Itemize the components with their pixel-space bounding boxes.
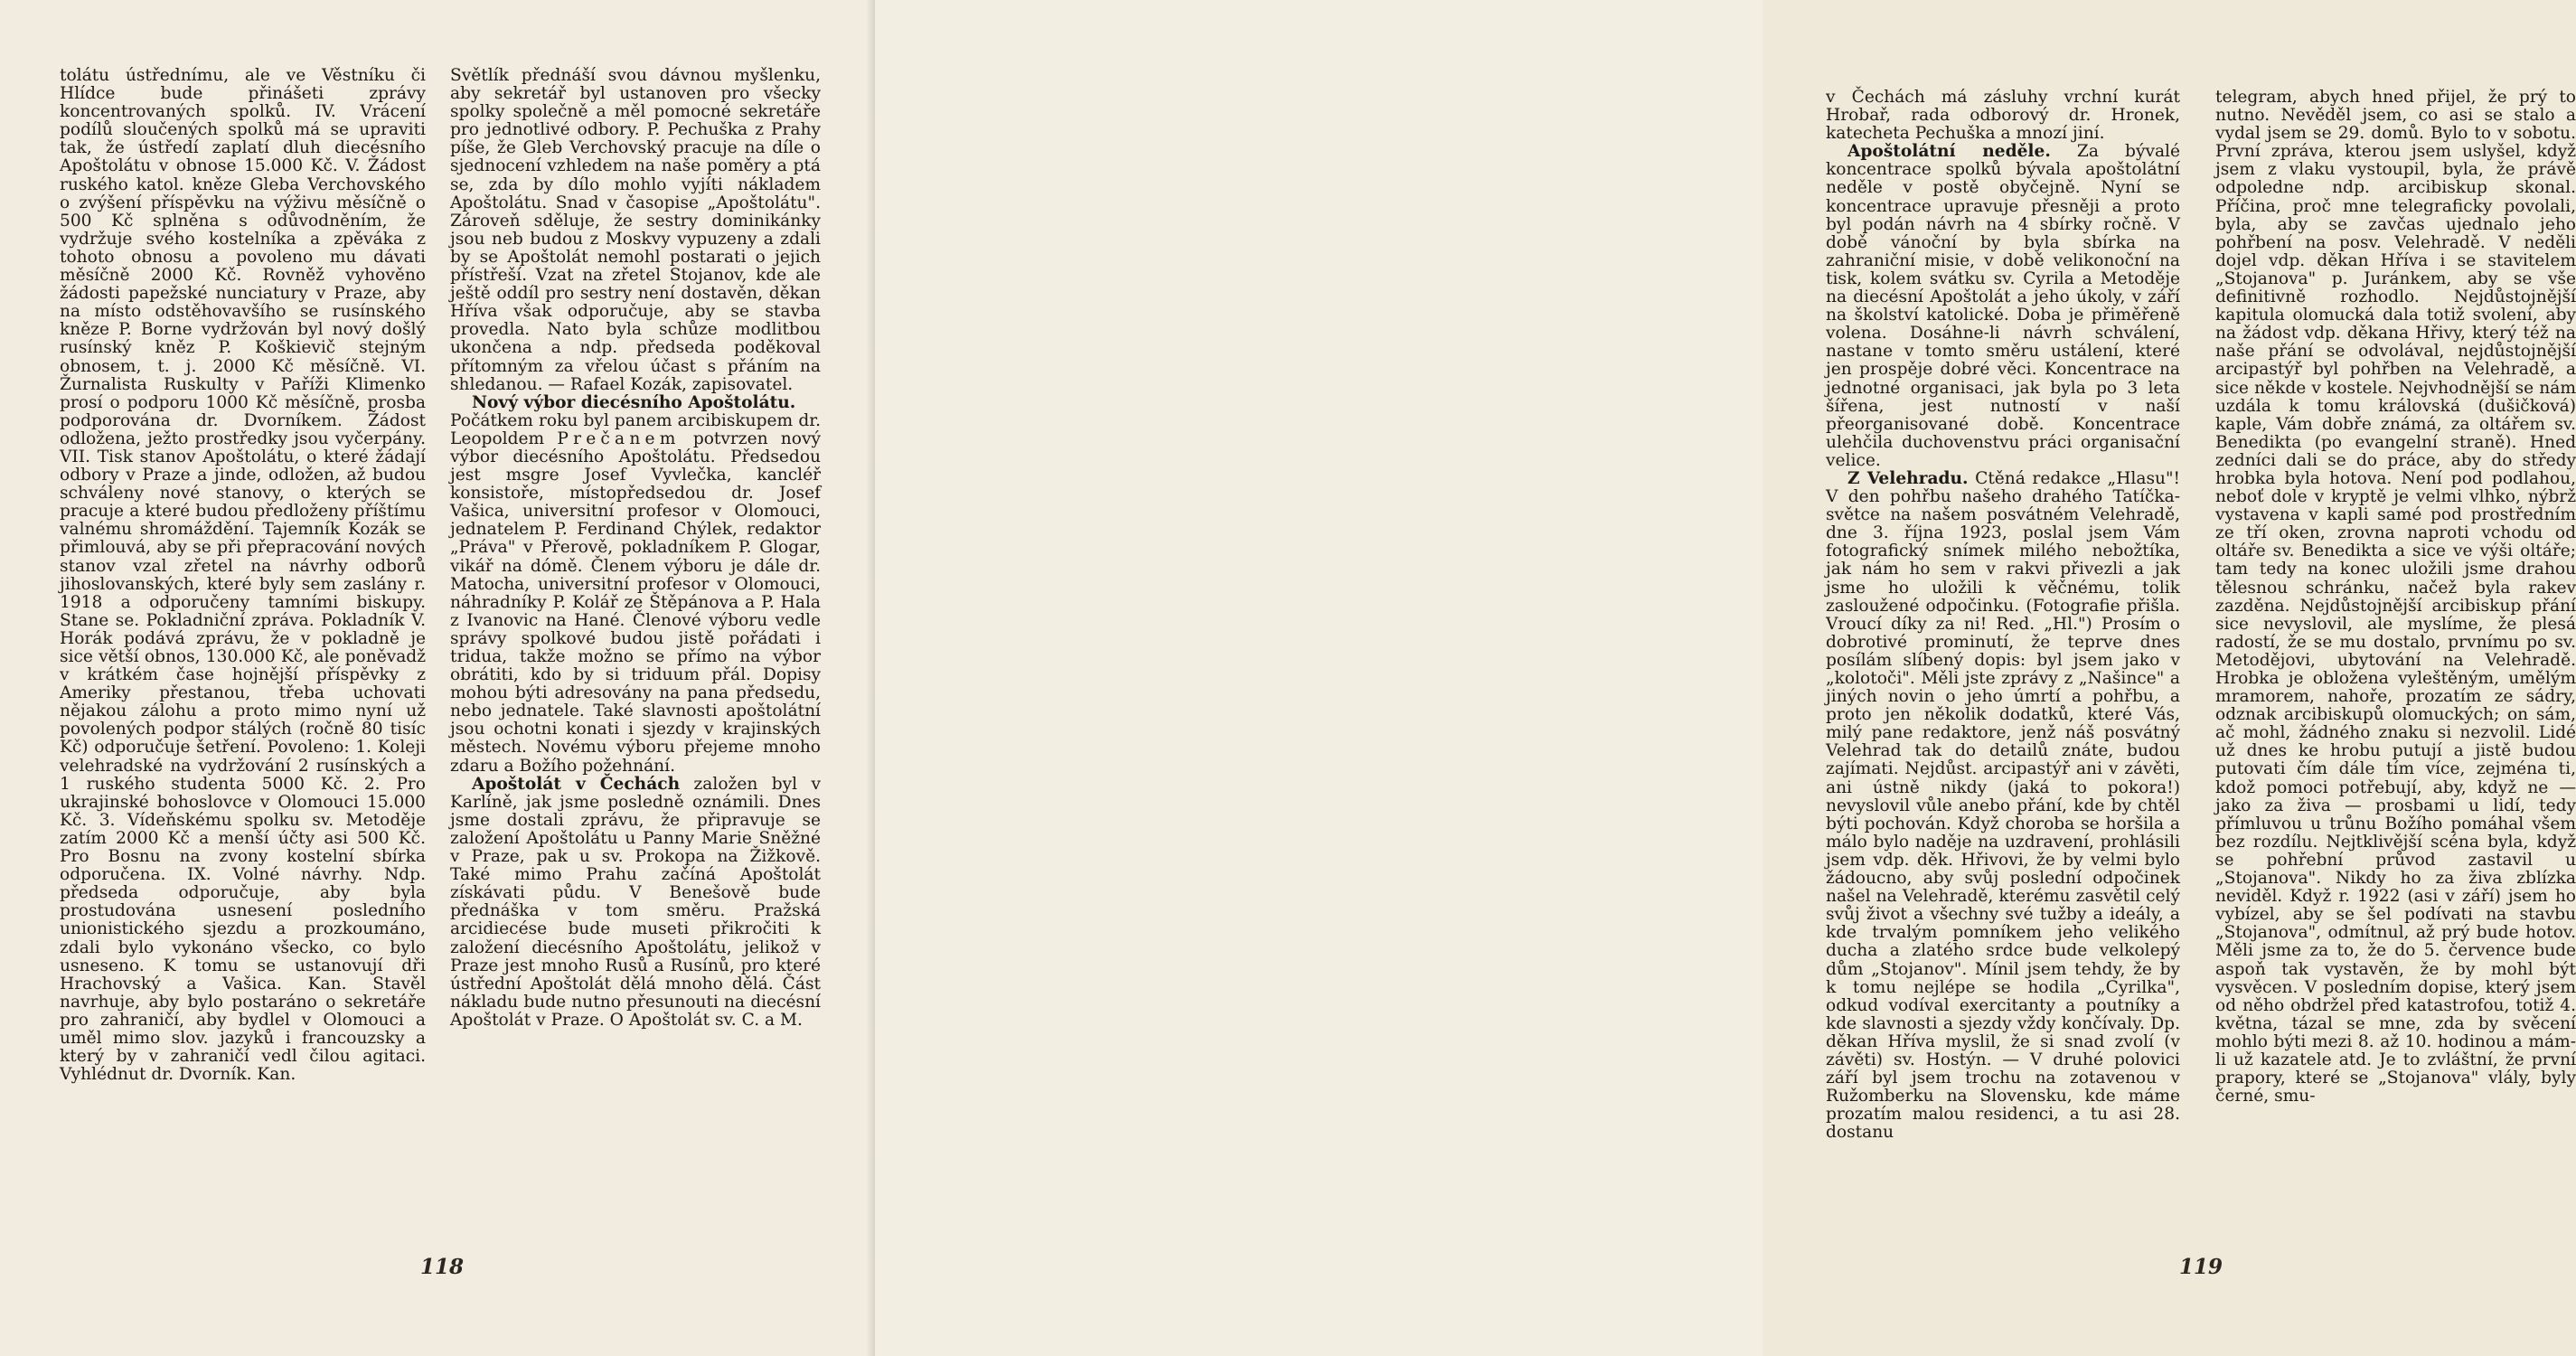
paragraph-part: Ctěná redakce „Hlasu"! V den pohřbu našeho drahého Tatíčka-světce na našem posvátném Velehradě, dne 3. října 1923, poslal jsem Vám fotografický snímek milého nebožtíka, jak nám ho sem v rakvi přivezli a jak jsme ho uložili k věčnému, tolik zasloužené odpočinku. (Fotografie přišla. Vroucí díky za ni! Red. „Hl.") Prosím o dobrotivé prominutí, že teprve dnes posílám slíbený dopis: byl jsem jako v „kolotoči". Měli jste zprávy z „Našince" a jiných novin o jeho úmrtí a pohřbu, a proto jen několik dodatků, které Vás, milý pane redaktore, jenž náš posvátný Velehrad tak do detailů znáte, budou zajímati. Nejdůst. arcipastýř ani v závěti, ani ústně nikdy (jaká to pokora!) nevyslovil vůle anebo přání, kde by chtěl býti pochován. Když choroba se horšila a málo bylo naděje na uzdravení, prohlásili jsem vdp. děk. Hřivovi, že by velmi bylo žádoucno, aby svůj poslední odpočinek našel na Velehradě, kterému zasvětil celý svůj život a všechny své tužby a ideály, a kde trvalým pomníkem jeho velikého ducha a zlatého srdce bude velkolepý dům „Stojanov". Mínil jsem tehdy, že by k tomu nejlépe se hodila „Cyrilka", odkud vodíval exercitanty a poutníky a kde slavnosti a sjezdy vždy končívaly. Dp. děkan Hříva myslil, že si snad zvolí (v závěti) sv. Hostýn. — V druhé polovici září byl jsem trochu na zotavenou v Ružomberku na Slovensku, kde máme prozatím malou residenci, a tu asi 28. dostanu: [1826, 468, 2180, 1143]
spaced-name: Prečanem: [557, 428, 681, 448]
section-apoštolát-v-čechách: [450, 776, 821, 1030]
left-page: [0, 0, 875, 1356]
page-number: 119: [2179, 1255, 2223, 1279]
right-page: [875, 0, 2576, 1356]
section-z-velehradu: [1826, 470, 2180, 1142]
page-number: 118: [420, 1255, 465, 1279]
section-apoštolátní-neděle: [1826, 143, 2180, 470]
section-heading: Apoštolát v Čechách: [472, 774, 681, 794]
left-column-2: [450, 67, 821, 1197]
paragraph: v Čechách má zásluhy vrchní kurát Hrobař, rada odborový dr. Hronek, katecheta Pechuška a mnozí jiní.: [1826, 88, 2180, 144]
paragraph-part: založen byl v Karlíně, jak jsme posledně oznámili. Dnes jsme dostali zprávu, že připravuje se založení Apoštolátu u Panny Marie Sněžné v Praze, pak u sv. Prokopa na Žižkově. Také mimo Prahu začíná Apoštolát získávati půdu. V Benešově bude přednáška v tom směru. Pražská arcidiecése bude museti přikročiti k založení diecésního Apoštolátu, jelikož v Praze jest mnoho Rusů a Rusínů, pro které ústřední Apoštolát dělá mnoho dělá. Část nákladu bude nutno přesunouti na diecésní Apoštolát v Praze. O Apoštolát sv. C. a M.: [450, 774, 821, 1030]
paragraph: telegram, abych hned přijel, že prý to nutno. Nevěděl jsem, co asi se stalo a vydal jsem se 29. domů. Bylo to v sobotu. První zpráva, kterou jsem uslyšel, když jsem z vlaku vystoupil, byla, že právě odpoledne ndp. arcibiskup skonal. Příčina, proč mne telegraficky povolali, byla, aby se zavčas ujednalo jeho pohřbení na posv. Velehradě. V neděli dojel vdp. děkan Hříva i se stavitelem „Stojanova" p. Juránkem, aby se vše definitivně rozhodlo. Nejdůstojnější kapitula olomucká dala totiž svolení, aby na žádost vdp. děkana Hřivy, který též na naše přání se odvolával, nejdůstojnější arcipastýř byl pohřben na Velehradě, a sice někde v kostele. Nejvhodnější se nám uzdála k tomu královská (dušičková) kaple, Vám dobře známá, za oltářem sv. Benedikta (po evangelní straně). Hned zedníci dali se do práce, aby do středy hrobka byla hotova. Není pod podlahou, neboť dole v kryptě je velmi vlhko, nýbrž vystavena v kapli samé pod prostředním ze tří oken, zrovna naproti vchodu od oltáře sv. Benedikta a sice ve výši oltáře; tam tedy na konec uložili jsme drahou tělesnou schránku, načež byla rakev zazděna. Nejdůstojnější arcibiskup přání sice nevyslovil, ale myslíme, že plesá radostí, že se mu dostalo, prvnímu po sv. Metodějovi, ubytování na Velehradě. Hrobka je obložena vyleštěným, umělým mramorem, nahoře, prozatím ze sádry, odznak arcibiskupů olomuckých; on sám, ač mohl, žádného znaku si nezvolil. Lidé už dnes ke hrobu putují a jistě budou putovati čím dále tím více, zejména ti, kdož pomoci potřebují, aby, když ne — jako za živa — prosbami u lidí, tedy přímluvou u trůnu Božího pomáhal všem bez rozdílu. Nejtklivější scéna byla, když se pohřební průvod zastavil u „Stojanova". Nikdy ho za živa zblízka neviděl. Když r. 1922 (asi v září) jsem ho vybízel, aby se šel podívati na stavbu „Stojanova", odmítnul, až prý bude hotov. Měli jsme za to, že do 5. července bude aspoň tak vystavěn, že by mohl být vysvěcen. V posledním dopise, který jsem od něho obdržel před katastrofou, totiž 4. května, tázal se mne, zda by svěcení mohlo býti mezi 8. až 10. hodinou a mám-li už kazatele atd. Je to zvláštní, že první prapory, které se „Stojanova" vlály, byly černé, smu-: [2215, 88, 2576, 1106]
section-heading: Apoštolátní neděle.: [1847, 142, 2051, 162]
paragraph: tolátu ústřednímu, ale ve Věstníku či Hlídce bude přinášeti zprávy koncentrovaných spolků. IV. Vrácení podílů sloučených spolků má se upraviti tak, že ústředí zaplatí dluh diecésního Apoštolátu v obnose 15.000 Kč. V. Žádost ruského katol. kněze Gleba Verchovského o zvýšení příspěvku na výživu měsíčně o 500 Kč splněna s odůvodněním, že vydržuje svého kostelníka a zpěváka z tohoto obnosu a povoleno mu dávati měsíčně 2000 Kč. Rovněž vyhověno žádosti papežské nunciatury v Praze, aby na místo odstěhovavšího se rusínského kněze P. Borne vydržován byl nový došlý rusínský kněz P. Koškievič stejným obnosem, t. j. 2000 Kč měsíčně. VI. Žurnalista Ruskulty v Paříži Klimenko prosí o podporu 1000 Kč měsíčně, prosba podporována dr. Dvorníkem. Žádost odložena, ježto prostředky jsou vyčerpány. VII. Tisk stanov Apoštolátu, o které žádají odbory v Praze a jinde, odložen, až budou schváleny nové stanovy, o kterých se pracuje a které budou předloženy příštímu valnému shromáždění. Tajemník Kozák se přimlouvá, aby se při přepracování nových stanov vzal zřetel na návrhy odborů jihoslovanských, které byly sem zaslány r. 1918 a odporučeny tamními biskupy. Stane se. Pokladniční zpráva. Pokladník V. Horák podává zprávu, že v pokladně je sice větší obnos, 130.000 Kč, ale poněvadž v krátkém čase hojnější příspěvky z Ameriky přestanou, třeba uchovati nějakou zálohu a proto mimo nyní už povolených podpor stálých (ročně 80 tisíc Kč) odporučuje šetření. Povoleno: 1. Koleji velehradské na vydržování 2 rusínských a 1 ruského studenta 5000 Kč. 2. Pro ukrajinské bohoslovce v Olomouci 15.000 Kč. 3. Vídeňskému spolku sv. Metoděje zatím 2000 Kč a menší účty asi 500 Kč. Pro Bosnu na zvony kostelní sbírka odporučena. IX. Volné návrhy. Ndp. předseda odporučuje, aby byla prostudována usnesení posledního unionistického sjezdu a prozkoumáno, zdali bylo vykonáno všecko, co bylo usneseno. K tomu se ustanovují dři Hrachovský a Vašica. Kan. Stavěl navrhuje, aby bylo postaráno o sekretáře pro zahraničí, aby bydlel v Olomouci a uměl mimo slov. jazyků i francouzsky a který by v zahraničí vedl čilou agitaci. Vyhlédnut dr. Dvorník. Kan.: [60, 66, 426, 1085]
paragraph: Světlík přednáší svou dávnou myšlenku, aby sekretář byl ustanoven pro všecky spolky společně a měl pomocné sekretáře pro jednotlivé odbory. P. Pechuška z Prahy píše, že Gleb Verchovský pracuje na díle o sjednocení vzhledem na naše poměry a ptá se, zda by dílo mohlo vyjíti nákladem Apoštolátu. Snad v časopise „Apoštolátu". Zároveň sděluje, že sestry dominikánky jsou neb budou z Moskvy vypuzeny a zdali by se Apoštolát nemohl postarati o jejich přístřeší. Vzat na zřetel Stojanov, kde ale ještě oddíl pro sestry není dostavěn, děkan Hříva však odporučuje, aby se stavba provedla. Nato byla schůze modlitbou ukončena a ndp. předseda poděkoval přítomným za vřelou účast s přáním na shledanou. — Rafael Kozák, zapisovatel.: [450, 66, 821, 394]
paragraph-part: potvrzen nový výbor diecésního Apoštolátu. Předsedou jest msgre Josef Vyvlečka, kancléř konsistoře, místopředsedou dr. Josef Vašica, universitní profesor v Olomouci, jednatelem P. Ferdinand Chýlek, redaktor „Práva" v Přerově, pokladníkem P. Glogar, vikář na dómě. Členem výboru je dále dr. Matocha, universitní profesor v Olomouci, náhradníky P. Kolář ze Štěpánova a P. Hala z Ivanovic na Hané. Členové výboru vedle správy spolkové budou jistě pořádati i tridua, takže možno se přímo na výbor obrátiti, kdo by si triduum přál. Dopisy mohou býti adresovány na pana předsedu, nebo jednatele. Také slavnosti apoštolátní jsou ochotni konati i sjezdy v krajinských městech. Novému výboru přejeme mnoho zdaru a Božího požehnání.: [450, 428, 821, 776]
right-column-2: [2215, 89, 2576, 1219]
section-nový-výbor: [450, 394, 821, 776]
section-heading: Nový výbor diecésního Apoštolátu.: [472, 392, 796, 412]
section-heading: Z Velehradu.: [1847, 468, 1969, 488]
paragraph-part: Za bývalé koncentrace spolků bývala apoštolátní neděle v postě obyčejně. Nyní se koncentrace upravuje přesněji a proto byl podán návrh na 4 sbírky ročně. V době vánoční by byla sbírka na zahraniční misie, v době velikonoční na tisk, kolem svátku sv. Cyrila a Metoděje na diecésní Apoštolát a jeho úkoly, v září na školství katolické. Doba je přiměřeně volena. Dosáhne-li návrh schválení, nastane v tomto směru ustálení, které jen prospěje dobré věci. Koncentrace na jednotné organisaci, jak byla po 3 leta šířena, jest nutností v naší přeorganisované době. Koncentrace ulehčila duchovenstvu práci organisační velice.: [1826, 142, 2180, 470]
left-column-1: [60, 67, 426, 1197]
paragraph-part: Počátkem roku byl panem arcibiskupem dr. Leopoldem: [450, 410, 821, 448]
right-column-1: [1826, 89, 2180, 1219]
